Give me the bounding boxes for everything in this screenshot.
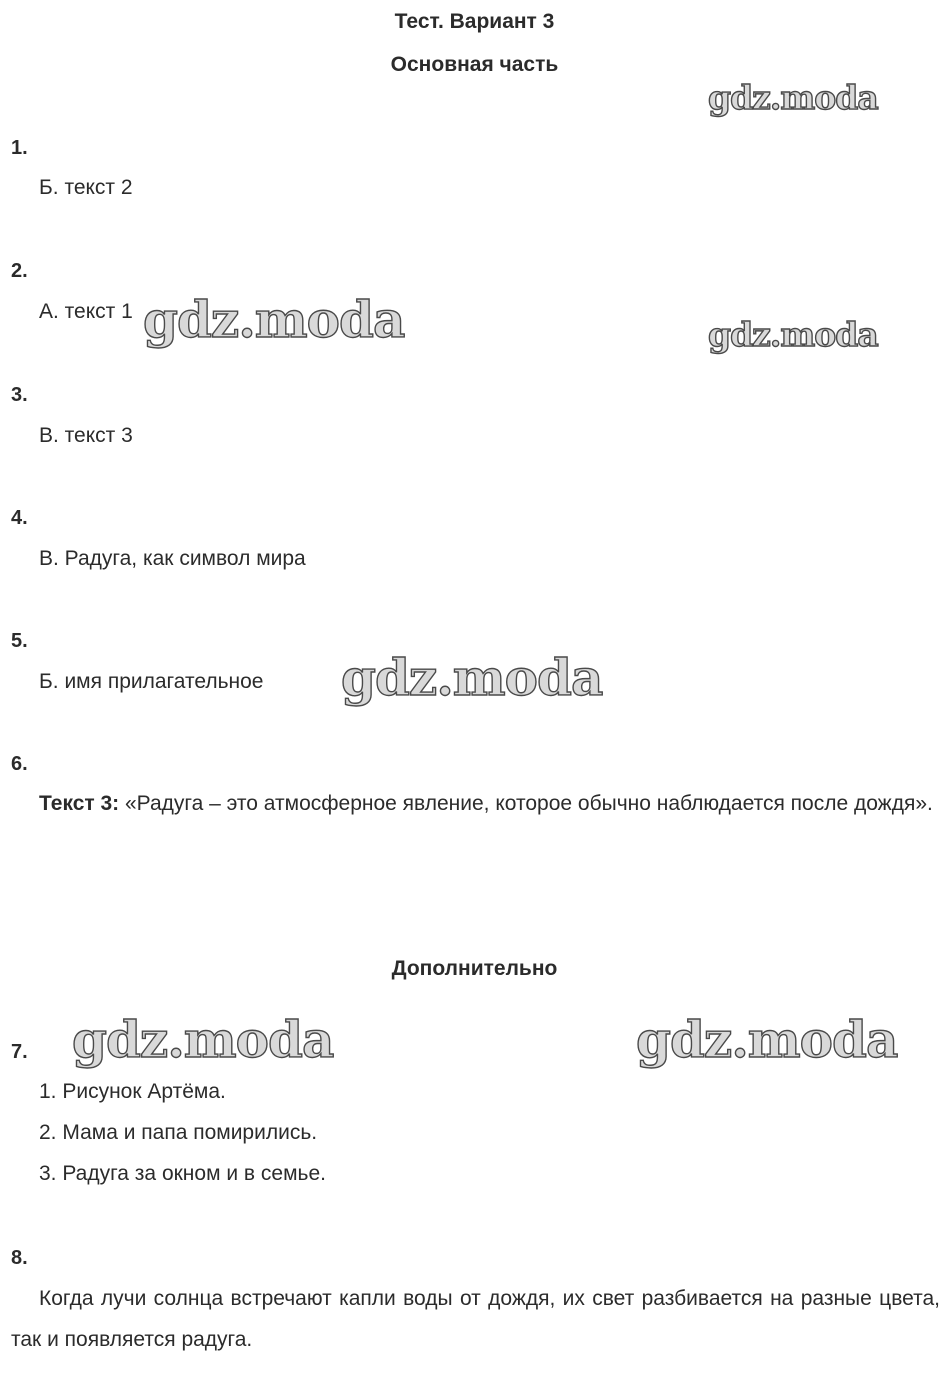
answer-text: Б. текст 2 — [39, 176, 133, 199]
question-number: 8. — [11, 1247, 28, 1269]
question-number: 3. — [11, 384, 28, 406]
watermark-logo: gdz.moda — [341, 648, 603, 707]
question-number: 4. — [11, 507, 28, 529]
question-number: 1. — [11, 137, 28, 159]
text-label: Текст 3: — [39, 792, 120, 815]
list-item: 3. Радуга за окном и в семье. — [39, 1162, 326, 1185]
answer-text: Б. имя прилагательное — [39, 670, 264, 693]
watermark-logo: gdz.moda — [708, 315, 878, 354]
watermark-logo: gdz.moda — [636, 1010, 898, 1069]
answer-text: В. текст 3 — [39, 424, 133, 447]
answer-text: А. текст 1 — [39, 300, 133, 323]
question-number: 6. — [11, 753, 28, 775]
list-item: 1. Рисунок Артёма. — [39, 1080, 226, 1103]
answer-paragraph — [11, 783, 940, 824]
question-number: 7. — [11, 1041, 28, 1063]
answer-text: В. Радуга, как символ мира — [39, 547, 306, 570]
page-title: Тест. Вариант 3 — [394, 10, 555, 33]
watermark-logo: gdz.moda — [72, 1010, 334, 1069]
watermark-logo: gdz.moda — [708, 78, 878, 117]
quote-text: «Радуга – это атмосферное явление, которое обычно наблюдается после дождя». — [119, 792, 933, 815]
question-number: 2. — [11, 260, 28, 282]
answer-paragraph: Когда лучи солнца встречают капли воды от дождя, их свет разбивается на разные цвета, так и появляется радуга. — [11, 1287, 940, 1351]
list-item: 2. Мама и папа помирились. — [39, 1121, 318, 1144]
section-title-main: Основная часть — [390, 53, 559, 76]
watermark-logo: gdz.moda — [143, 290, 405, 349]
section-title-extra: Дополнительно — [391, 957, 558, 980]
question-number: 5. — [11, 630, 28, 652]
